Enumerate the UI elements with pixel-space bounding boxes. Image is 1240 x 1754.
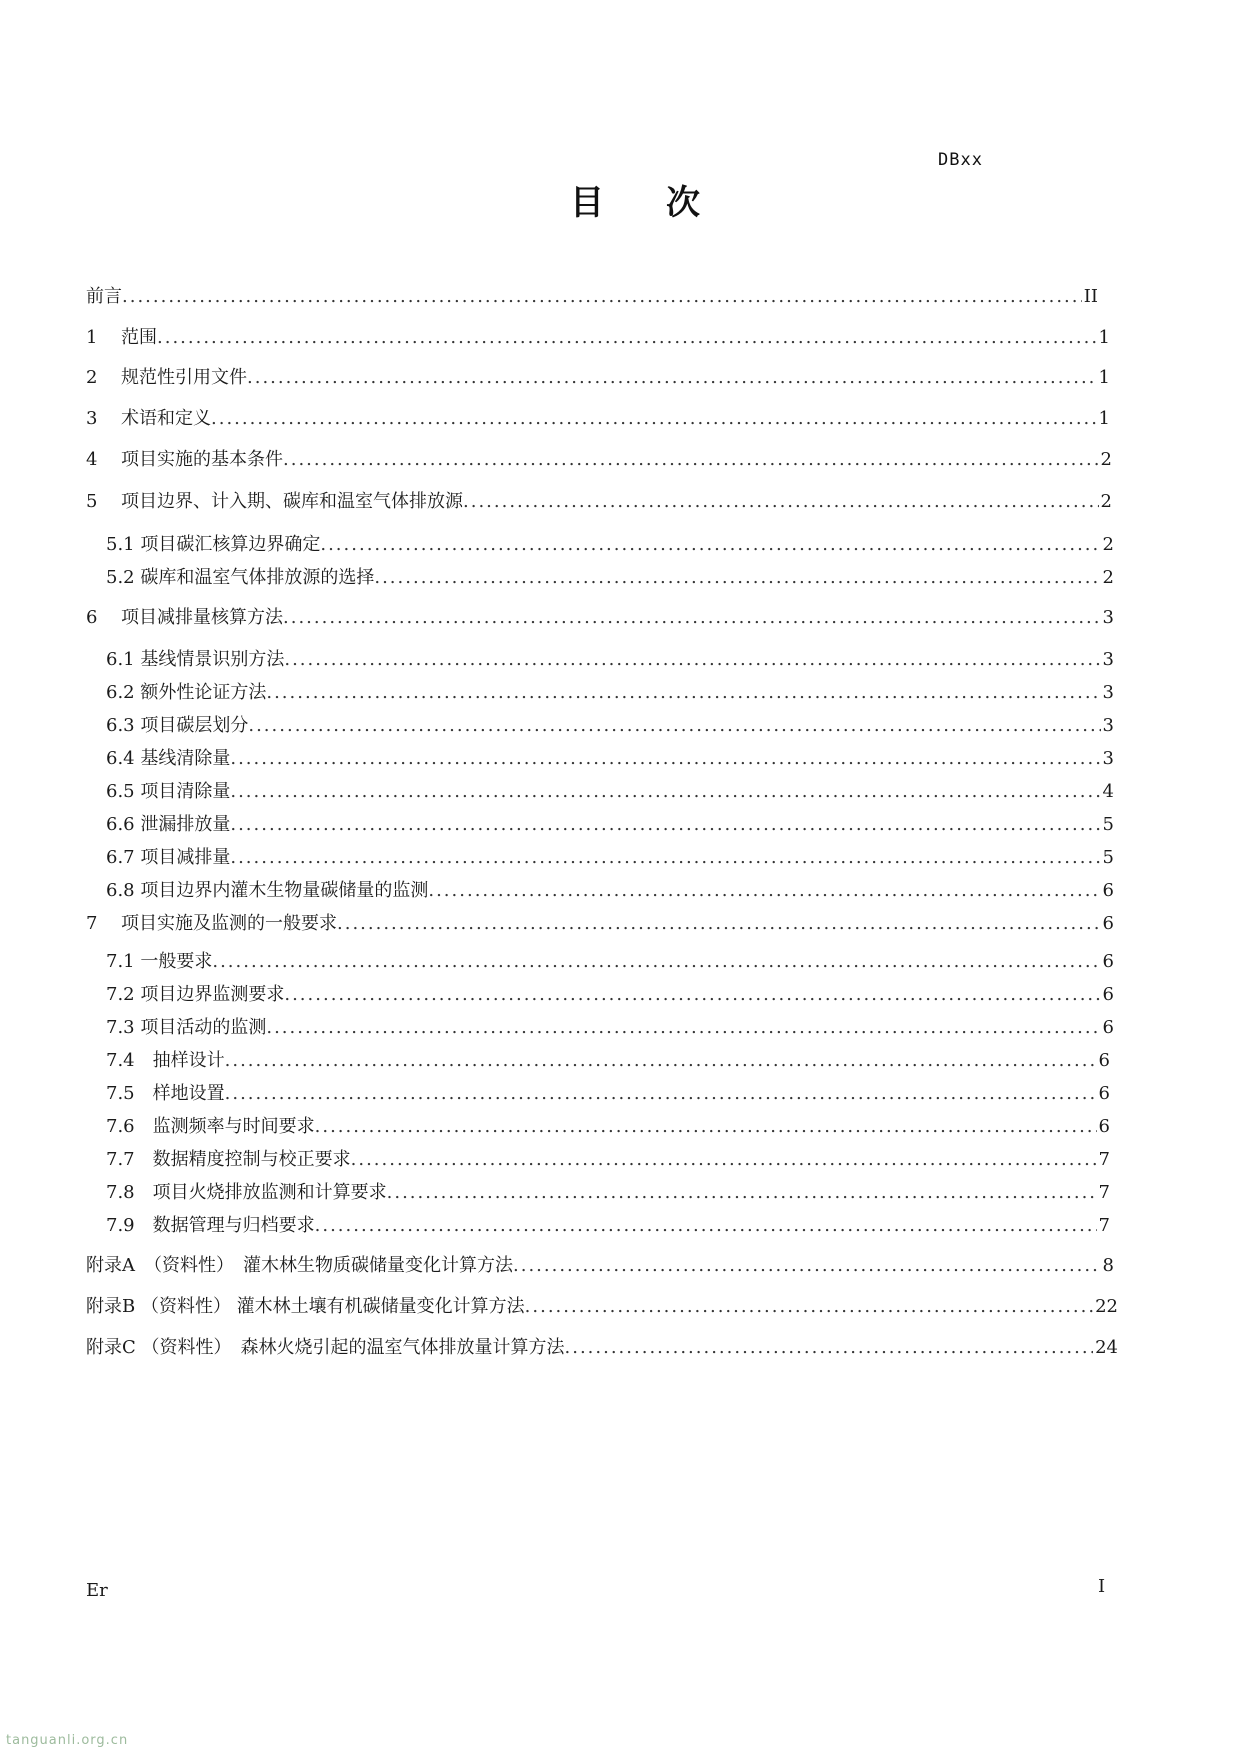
toc-page-number: 3 [1102,682,1114,703]
dot-leader [387,1181,1097,1205]
toc-entry-3[interactable] [86,407,1110,431]
toc-label: 前言 [86,286,122,307]
toc-page-number: 6 [1102,1017,1114,1038]
toc-entry-5-1[interactable] [106,533,1114,557]
toc-page-number: 7 [1098,1149,1110,1170]
dot-leader [230,747,1100,771]
toc-page-number: 2 [1100,491,1112,512]
dot-leader [463,490,1099,514]
dot-leader [230,846,1100,870]
toc-label: 规范性引用文件 [121,367,247,388]
toc-label: 6.7 项目减排量 [106,847,231,868]
toc-page-number: 2 [1102,567,1114,588]
toc-page-number: 6 [1098,1116,1110,1137]
footer-page-number: I [1098,1576,1106,1597]
dot-leader [525,1295,1093,1319]
toc-page-number: 1 [1098,327,1110,348]
toc-entry-7-4[interactable] [106,1049,1110,1073]
dot-leader [284,648,1100,672]
toc-entry-4[interactable] [86,448,1112,472]
toc-page-number: 1 [1098,408,1110,429]
toc-label: 项目实施及监测的一般要求 [121,913,337,934]
toc-label: 7.5 样地设置 [106,1083,225,1104]
toc-entry-7-8[interactable] [106,1181,1110,1205]
toc-label: 6.8 项目边界内灌木生物量碳储量的监测 [106,880,429,901]
toc-number: 4 [86,449,98,470]
toc-number: 5 [86,491,98,512]
toc-entry-6-2[interactable] [106,681,1114,705]
toc-entry-7-6[interactable] [106,1115,1110,1139]
toc-entry-6-6[interactable] [106,813,1114,837]
dot-leader [122,285,1082,309]
toc-page-number: 7 [1098,1182,1110,1203]
dot-leader [212,950,1100,974]
toc-entry-6-3[interactable] [106,714,1114,738]
toc-label: 5.1 项目碳汇核算边界确定 [106,534,321,555]
dot-leader [315,1214,1097,1238]
toc-number: 6 [86,607,98,628]
toc-label: 项目减排量核算方法 [121,607,283,628]
toc-label: 术语和定义 [121,408,211,429]
footer-left-text: Er [86,1580,108,1601]
toc-number: 2 [86,367,98,388]
toc-entry-6-1[interactable] [106,648,1114,672]
toc-label: 6.3 项目碳层划分 [106,715,249,736]
toc-label: 项目实施的基本条件 [121,449,283,470]
toc-page-number: 3 [1102,715,1114,736]
dot-leader [283,606,1101,630]
toc-entry-appendix-a[interactable] [86,1254,1114,1278]
toc-entry-7-3[interactable] [106,1016,1114,1040]
toc-entry-preface[interactable] [86,285,1098,309]
toc-page-number: 1 [1098,367,1110,388]
toc-entry-5-2[interactable] [106,566,1114,590]
toc-page-number: 3 [1102,748,1114,769]
dot-leader [225,1082,1097,1106]
toc-label: 项目边界、计入期、碳库和温室气体排放源 [121,491,463,512]
dot-leader [320,533,1100,557]
toc-entry-7[interactable] [86,912,1114,936]
toc-page-number: 3 [1102,607,1114,628]
toc-entry-5[interactable] [86,490,1112,514]
toc-label: 6.4 基线清除量 [106,748,231,769]
toc-page-number: 6 [1098,1050,1110,1071]
toc-label: 7.4 抽样设计 [106,1050,225,1071]
toc-entry-1[interactable] [86,326,1110,350]
toc-entry-2[interactable] [86,366,1110,390]
dot-leader [565,1336,1094,1360]
toc-entry-appendix-c[interactable] [86,1336,1118,1360]
toc-label: 7.3 项目活动的监测 [106,1017,267,1038]
toc-label: 附录B （资料性） 灌木林土壤有机碳储量变化计算方法 [86,1296,525,1317]
toc-label: 范围 [121,327,157,348]
toc-number: 1 [86,327,98,348]
toc-page-number: 6 [1102,880,1114,901]
dot-leader [351,1148,1097,1172]
toc-label: 6.5 项目清除量 [106,781,231,802]
toc-entry-7-2[interactable] [106,983,1114,1007]
toc-page-number: 6 [1102,951,1114,972]
document-code: DBxx [938,150,983,170]
watermark: tanguanli.org.cn [6,1733,129,1748]
toc-page-number: 4 [1102,781,1114,802]
toc-entry-7-7[interactable] [106,1148,1110,1172]
dot-leader [315,1115,1097,1139]
toc-label: 6.1 基线情景识别方法 [106,649,285,670]
toc-label: 附录C （资料性） 森林火烧引起的温室气体排放量计算方法 [86,1337,565,1358]
toc-page-number: 8 [1102,1255,1114,1276]
dot-leader [283,448,1099,472]
toc-entry-appendix-b[interactable] [86,1295,1118,1319]
toc-page-number: 2 [1102,534,1114,555]
toc-page-number: 7 [1098,1215,1110,1236]
toc-entry-7-9[interactable] [106,1214,1110,1238]
toc-entry-7-5[interactable] [106,1082,1110,1106]
toc-entry-6-8[interactable] [106,879,1114,903]
dot-leader [230,780,1100,804]
dot-leader [230,813,1100,837]
toc-entry-6[interactable] [86,606,1114,630]
toc-label: 附录A （资料性） 灌木林生物质碳储量变化计算方法 [86,1255,513,1276]
dot-leader [337,912,1101,936]
toc-number: 7 [86,913,98,934]
toc-page-number: 24 [1095,1337,1118,1358]
toc-label: 5.2 碳库和温室气体排放源的选择 [106,567,375,588]
dot-leader [266,1016,1100,1040]
toc-label: 7.8 项目火烧排放监测和计算要求 [106,1182,387,1203]
toc-label: 7.1 一般要求 [106,951,213,972]
toc-label: 6.2 额外性论证方法 [106,682,267,703]
toc-label: 7.2 项目边界监测要求 [106,984,285,1005]
toc-number: 3 [86,408,98,429]
toc-page-number: 5 [1102,814,1114,835]
toc-page-number: 3 [1102,649,1114,670]
toc-label: 7.9 数据管理与归档要求 [106,1215,315,1236]
dot-leader [247,366,1097,390]
toc-entry-6-5[interactable] [106,780,1114,804]
toc-page-number: 6 [1098,1083,1110,1104]
toc-label: 6.6 泄漏排放量 [106,814,231,835]
toc-page-number: 6 [1102,913,1114,934]
toc-entry-6-7[interactable] [106,846,1114,870]
dot-leader [266,681,1100,705]
dot-leader [284,983,1100,1007]
toc-page-number: 2 [1100,449,1112,470]
dot-leader [428,879,1100,903]
dot-leader [211,407,1097,431]
toc-page-number: 22 [1095,1296,1118,1317]
toc-page-number: 6 [1102,984,1114,1005]
toc-label: 7.7 数据精度控制与校正要求 [106,1149,351,1170]
dot-leader [225,1049,1097,1073]
dot-leader [157,326,1097,350]
page-title: 目次 [570,183,762,223]
toc-label: 7.6 监测频率与时间要求 [106,1116,315,1137]
dot-leader [374,566,1100,590]
toc-page-number: II [1083,286,1098,307]
toc-entry-6-4[interactable] [106,747,1114,771]
toc-entry-7-1[interactable] [106,950,1114,974]
dot-leader [513,1254,1101,1278]
toc-page-number: 5 [1102,847,1114,868]
dot-leader [248,714,1100,738]
